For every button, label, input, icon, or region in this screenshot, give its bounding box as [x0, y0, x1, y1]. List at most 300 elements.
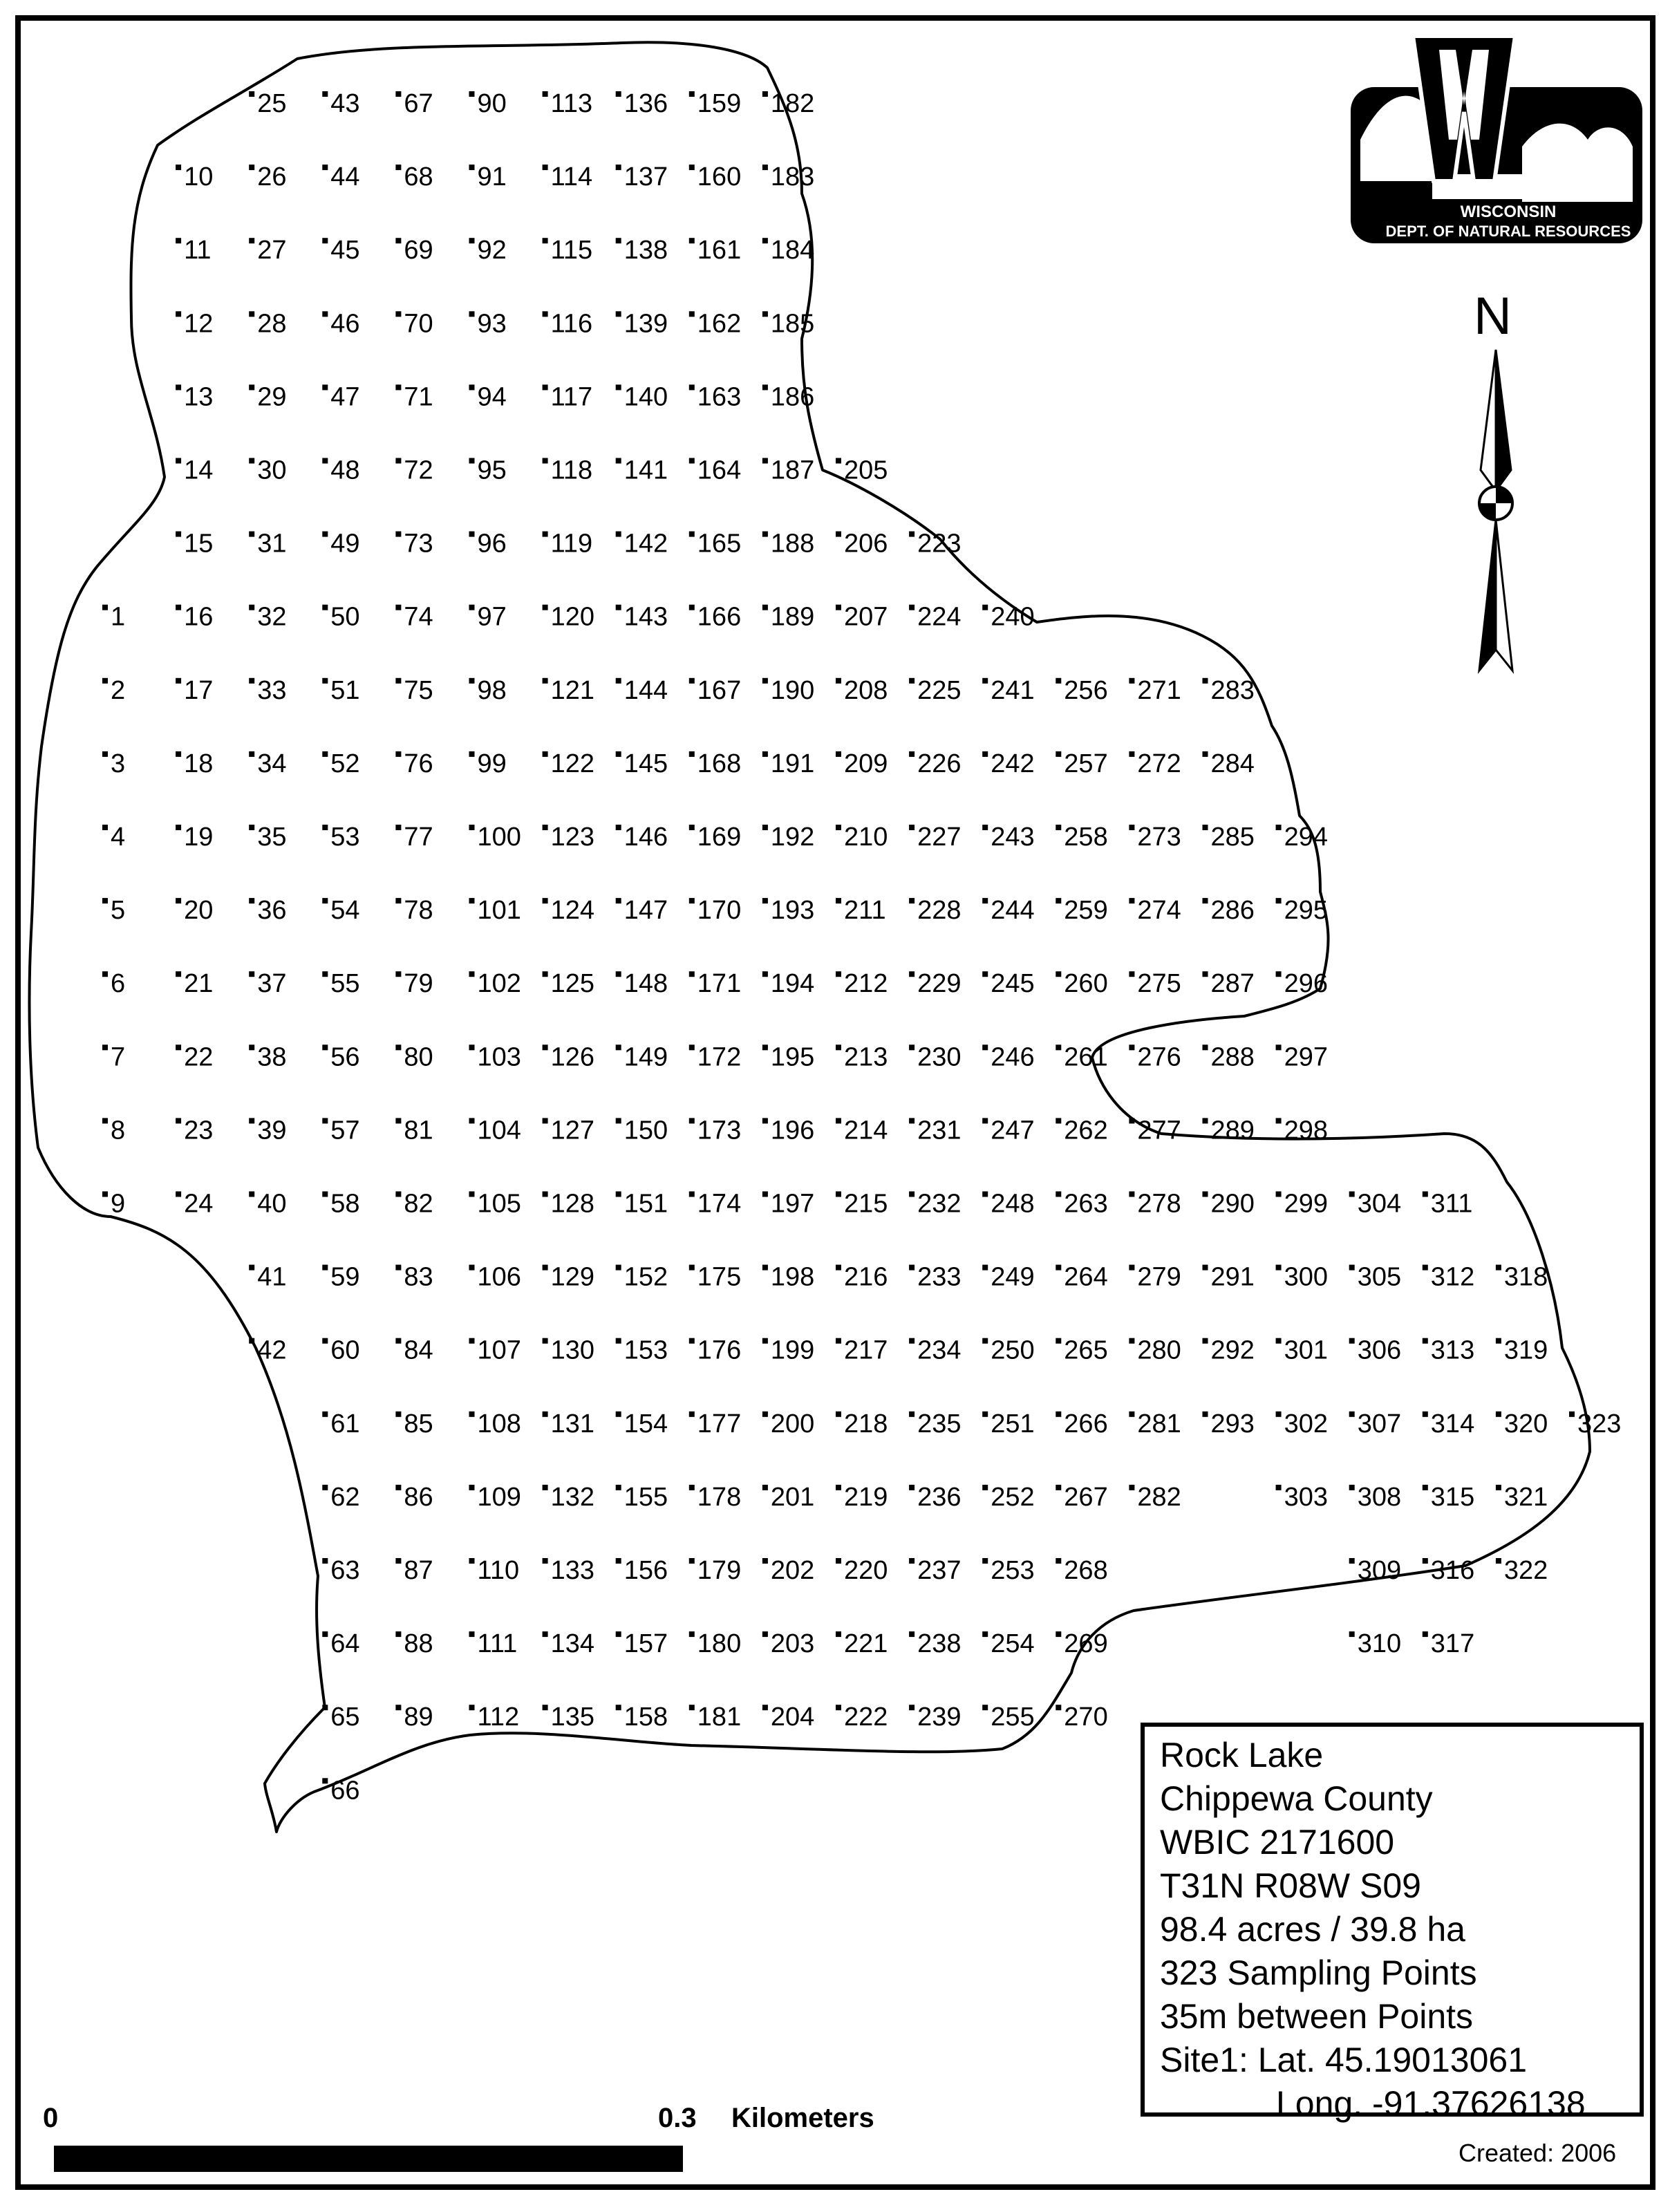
- sampling-point-marker: [616, 1118, 621, 1123]
- sampling-point-label: 136: [623, 89, 668, 118]
- sampling-point-label: 39: [257, 1116, 287, 1145]
- sampling-point-label: 38: [257, 1042, 287, 1072]
- sampling-point-marker: [249, 458, 254, 464]
- sampling-point-label: 120: [550, 602, 595, 632]
- sampling-point-label: 119: [550, 529, 593, 559]
- sampling-point-marker: [616, 971, 621, 977]
- scale-zero-label: 0: [43, 2103, 59, 2133]
- sampling-point-label: 163: [697, 382, 742, 412]
- sampling-point-label: 43: [330, 89, 360, 118]
- sampling-point-label: 161: [697, 236, 742, 265]
- sampling-point-marker: [249, 311, 254, 317]
- sampling-point-marker: [689, 751, 695, 757]
- sampling-point-marker: [836, 1192, 841, 1197]
- sampling-point-marker: [836, 1118, 841, 1123]
- sampling-point-marker: [762, 1265, 768, 1271]
- sampling-point-marker: [102, 971, 108, 977]
- sampling-point-label: 181: [697, 1703, 742, 1732]
- sampling-point-marker: [249, 678, 254, 684]
- sampling-point-marker: [689, 1192, 695, 1197]
- sampling-point-marker: [1349, 1192, 1355, 1197]
- sampling-point-marker: [395, 91, 401, 97]
- sampling-point-label: 133: [550, 1556, 595, 1585]
- sampling-point-label: 67: [404, 89, 433, 118]
- sampling-point-marker: [836, 532, 841, 537]
- sampling-point-marker: [689, 384, 695, 390]
- sampling-point-marker: [543, 532, 548, 537]
- sampling-point-marker: [543, 311, 548, 317]
- sampling-point-label: 156: [623, 1556, 668, 1585]
- sampling-point-marker: [909, 1265, 914, 1271]
- sampling-point-marker: [176, 458, 181, 464]
- sampling-point-marker: [689, 1118, 695, 1123]
- sampling-point-marker: [1056, 1192, 1061, 1197]
- sampling-point-marker: [1129, 1192, 1134, 1197]
- sampling-point-label: 221: [844, 1629, 888, 1659]
- sampling-point-label: 267: [1064, 1482, 1108, 1512]
- sampling-point-label: 283: [1210, 675, 1255, 705]
- sampling-point-label: 11: [184, 236, 212, 265]
- sampling-point-marker: [1056, 898, 1061, 903]
- sampling-point-label: 305: [1357, 1262, 1402, 1292]
- sampling-point-marker: [469, 1118, 475, 1123]
- sampling-point-marker: [982, 971, 988, 977]
- sampling-point-marker: [982, 605, 988, 610]
- sampling-point-label: 257: [1064, 749, 1108, 778]
- sampling-point-label: 198: [770, 1262, 815, 1292]
- sampling-point-marker: [1496, 1485, 1501, 1490]
- sampling-point-marker: [909, 1485, 914, 1490]
- sampling-point-marker: [249, 1265, 254, 1271]
- sampling-point-marker: [762, 1118, 768, 1123]
- sampling-point-marker: [469, 165, 475, 170]
- sampling-point-label: 316: [1430, 1556, 1475, 1585]
- sampling-point-label: 249: [991, 1262, 1035, 1292]
- sampling-point-label: 299: [1284, 1189, 1329, 1219]
- sampling-point-label: 268: [1064, 1556, 1108, 1585]
- sampling-point-marker: [322, 751, 328, 757]
- sampling-point-label: 252: [991, 1482, 1035, 1512]
- sampling-point-label: 102: [477, 969, 521, 999]
- sampling-point-marker: [543, 1265, 548, 1271]
- sampling-point-marker: [102, 898, 108, 903]
- sampling-point-label: 227: [917, 823, 962, 852]
- sampling-point-label: 118: [550, 456, 593, 485]
- sampling-point-marker: [469, 825, 475, 830]
- sampling-point-label: 296: [1284, 969, 1329, 999]
- sampling-point-marker: [909, 1412, 914, 1417]
- map-info-box: [1141, 1723, 1644, 2123]
- sampling-point-label: 245: [991, 969, 1035, 999]
- sampling-point-marker: [689, 1558, 695, 1564]
- sampling-point-label: 229: [917, 969, 962, 999]
- sampling-point-marker: [762, 458, 768, 464]
- sampling-point-marker: [836, 1044, 841, 1050]
- sampling-point-label: 258: [1064, 823, 1108, 852]
- sampling-point-label: 317: [1430, 1629, 1475, 1659]
- sampling-point-label: 224: [917, 602, 962, 632]
- sampling-point-label: 15: [184, 529, 214, 559]
- sampling-point-marker: [616, 384, 621, 390]
- sampling-point-marker: [322, 1558, 328, 1564]
- sampling-point-marker: [395, 678, 401, 684]
- sampling-point-marker: [909, 678, 914, 684]
- sampling-point-marker: [469, 458, 475, 464]
- sampling-point-label: 313: [1430, 1335, 1475, 1365]
- sampling-point-marker: [982, 1265, 988, 1271]
- sampling-point-label: 205: [844, 456, 888, 485]
- sampling-point-marker: [616, 1705, 621, 1710]
- sampling-point-marker: [322, 1192, 328, 1197]
- sampling-point-label: 40: [257, 1189, 287, 1219]
- scale-unit-label: Kilometers: [731, 2103, 874, 2133]
- sampling-point-label: 125: [550, 969, 595, 999]
- sampling-point-label: 195: [770, 1042, 815, 1072]
- sampling-point-label: 200: [770, 1409, 815, 1438]
- sampling-point-marker: [176, 605, 181, 610]
- sampling-point-marker: [543, 165, 548, 170]
- sampling-point-marker: [1129, 751, 1134, 757]
- sampling-point-label: 215: [844, 1189, 888, 1219]
- sampling-point-label: 244: [991, 896, 1035, 926]
- sampling-point-label: 164: [697, 456, 742, 485]
- sampling-point-marker: [909, 1705, 914, 1710]
- sampling-point-marker: [836, 898, 841, 903]
- sampling-point-label: 138: [623, 236, 668, 265]
- sampling-point-label: 105: [477, 1189, 521, 1219]
- sampling-point-label: 16: [184, 602, 214, 632]
- sampling-point-marker: [836, 1338, 841, 1344]
- sampling-point-label: 21: [184, 969, 214, 999]
- sampling-point-marker: [1276, 1192, 1282, 1197]
- sampling-point-marker: [322, 678, 328, 684]
- sampling-point-label: 52: [330, 749, 360, 778]
- sampling-point-label: 318: [1503, 1262, 1548, 1292]
- sampling-point-marker: [395, 1192, 401, 1197]
- sampling-point-label: 251: [991, 1409, 1035, 1438]
- sampling-point-label: 173: [697, 1116, 742, 1145]
- sampling-point-marker: [322, 605, 328, 610]
- sampling-point-marker: [249, 1044, 254, 1050]
- sampling-point-marker: [909, 532, 914, 537]
- sampling-point-marker: [982, 1118, 988, 1123]
- sampling-point-label: 274: [1137, 896, 1181, 926]
- sampling-point-marker: [395, 238, 401, 243]
- sampling-point-label: 220: [844, 1556, 888, 1585]
- sampling-point-label: 190: [770, 675, 815, 705]
- sampling-point-marker: [469, 1044, 475, 1050]
- sampling-point-label: 13: [184, 382, 214, 412]
- sampling-point-label: 60: [330, 1335, 360, 1365]
- sampling-point-label: 294: [1284, 823, 1329, 852]
- sampling-point-label: 301: [1284, 1335, 1329, 1365]
- sampling-point-marker: [616, 751, 621, 757]
- sampling-point-marker: [322, 1412, 328, 1417]
- sampling-point-label: 49: [330, 529, 360, 559]
- sampling-point-label: 112: [477, 1703, 520, 1732]
- sampling-point-label: 100: [477, 823, 521, 852]
- sampling-point-label: 106: [477, 1262, 521, 1292]
- sampling-point-label: 201: [770, 1482, 815, 1512]
- sampling-point-label: 232: [917, 1189, 962, 1219]
- sampling-point-marker: [249, 971, 254, 977]
- sampling-point-marker: [1496, 1265, 1501, 1271]
- sampling-point-marker: [249, 1118, 254, 1123]
- sampling-point-label: 84: [404, 1335, 433, 1365]
- sampling-point-label: 304: [1357, 1189, 1402, 1219]
- sampling-point-marker: [322, 1044, 328, 1050]
- sampling-point-label: 228: [917, 896, 962, 926]
- sampling-point-marker: [982, 1192, 988, 1197]
- sampling-point-label: 210: [844, 823, 888, 852]
- sampling-point-marker: [543, 458, 548, 464]
- sampling-point-label: 117: [550, 382, 593, 412]
- sampling-point-marker: [322, 532, 328, 537]
- sampling-point-label: 209: [844, 749, 888, 778]
- sampling-point-marker: [909, 751, 914, 757]
- sampling-point-label: 202: [770, 1556, 815, 1585]
- sampling-point-marker: [616, 311, 621, 317]
- sampling-point-marker: [322, 91, 328, 97]
- sampling-point-label: 114: [550, 162, 593, 192]
- sampling-point-marker: [836, 1412, 841, 1417]
- sampling-point-label: 303: [1284, 1482, 1329, 1512]
- sampling-point-label: 192: [770, 823, 815, 852]
- sampling-point-label: 231: [917, 1116, 962, 1145]
- sampling-point-marker: [689, 898, 695, 903]
- sampling-point-marker: [616, 1192, 621, 1197]
- sampling-point-marker: [616, 1265, 621, 1271]
- sampling-point-count: 323 Sampling Points: [1160, 1953, 1477, 1992]
- sampling-point-label: 65: [330, 1703, 360, 1732]
- sampling-point-label: 3: [111, 749, 126, 778]
- sampling-point-label: 79: [404, 969, 433, 999]
- sampling-point-marker: [1349, 1485, 1355, 1490]
- sampling-point-label: 124: [550, 896, 595, 926]
- sampling-point-marker: [322, 311, 328, 317]
- sampling-point-marker: [762, 311, 768, 317]
- sampling-point-marker: [616, 1485, 621, 1490]
- sampling-point-label: 248: [991, 1189, 1035, 1219]
- sampling-point-label: 23: [184, 1116, 214, 1145]
- sampling-point-label: 108: [477, 1409, 521, 1438]
- sampling-point-label: 88: [404, 1629, 433, 1659]
- sampling-point-label: 178: [697, 1482, 742, 1512]
- sampling-point-marker: [689, 1631, 695, 1637]
- sampling-point-label: 142: [623, 529, 668, 559]
- sampling-point-label: 104: [477, 1116, 521, 1145]
- sampling-point-marker: [322, 165, 328, 170]
- sampling-point-marker: [1203, 898, 1208, 903]
- sampling-point-marker: [543, 1118, 548, 1123]
- sampling-point-marker: [543, 605, 548, 610]
- sampling-point-label: 239: [917, 1703, 962, 1732]
- sampling-point-marker: [469, 1338, 475, 1344]
- sampling-point-label: 253: [991, 1556, 1035, 1585]
- sampling-point-label: 203: [770, 1629, 815, 1659]
- sampling-point-marker: [395, 1705, 401, 1710]
- sampling-point-label: 295: [1284, 896, 1329, 926]
- sampling-point-label: 149: [623, 1042, 668, 1072]
- sampling-point-marker: [395, 458, 401, 464]
- sampling-point-label: 53: [330, 823, 360, 852]
- sampling-point-label: 56: [330, 1042, 360, 1072]
- sampling-point-label: 282: [1137, 1482, 1181, 1512]
- sampling-point-marker: [395, 605, 401, 610]
- sampling-point-label: 95: [477, 456, 507, 485]
- logo-wisconsin: WISCONSIN: [1460, 203, 1557, 221]
- sampling-point-label: 199: [770, 1335, 815, 1365]
- sampling-point-marker: [1276, 898, 1282, 903]
- sampling-point-marker: [395, 971, 401, 977]
- sampling-point-marker: [762, 825, 768, 830]
- sampling-point-marker: [176, 971, 181, 977]
- sampling-point-label: 70: [404, 309, 433, 339]
- sampling-point-marker: [836, 1558, 841, 1564]
- sampling-point-marker: [469, 1558, 475, 1564]
- sampling-point-marker: [836, 751, 841, 757]
- sampling-point-label: 273: [1137, 823, 1181, 852]
- sampling-point-marker: [249, 605, 254, 610]
- sampling-point-label: 44: [330, 162, 360, 192]
- sampling-point-marker: [469, 1485, 475, 1490]
- sampling-point-label: 263: [1064, 1189, 1108, 1219]
- sampling-point-label: 46: [330, 309, 360, 339]
- sampling-point-label: 297: [1284, 1042, 1329, 1072]
- sampling-point-marker: [395, 311, 401, 317]
- sampling-point-label: 145: [623, 749, 668, 778]
- sampling-point-marker: [689, 532, 695, 537]
- sampling-point-label: 322: [1503, 1556, 1548, 1585]
- scale-bar: [54, 2146, 683, 2172]
- sampling-point-label: 186: [770, 382, 815, 412]
- sampling-point-marker: [469, 751, 475, 757]
- sampling-point-label: 35: [257, 823, 287, 852]
- sampling-point-marker: [469, 678, 475, 684]
- sampling-point-marker: [909, 1118, 914, 1123]
- sampling-point-marker: [469, 1631, 475, 1637]
- sampling-point-marker: [762, 1485, 768, 1490]
- sampling-point-label: 157: [623, 1629, 668, 1659]
- sampling-point-marker: [982, 1338, 988, 1344]
- sampling-point-marker: [689, 1338, 695, 1344]
- sampling-point-label: 152: [623, 1262, 668, 1292]
- sampling-point-marker: [909, 1044, 914, 1050]
- sampling-point-label: 191: [770, 749, 815, 778]
- sampling-point-label: 235: [917, 1409, 962, 1438]
- sampling-point-marker: [1569, 1412, 1575, 1417]
- sampling-point-label: 74: [404, 602, 433, 632]
- sampling-point-marker: [1203, 825, 1208, 830]
- sampling-point-marker: [322, 825, 328, 830]
- sampling-point-marker: [249, 1338, 254, 1344]
- sampling-point-label: 76: [404, 749, 433, 778]
- sampling-point-marker: [689, 605, 695, 610]
- sampling-point-marker: [762, 1192, 768, 1197]
- sampling-point-marker: [469, 1705, 475, 1710]
- sampling-point-marker: [616, 1631, 621, 1637]
- sampling-point-marker: [395, 532, 401, 537]
- sampling-point-marker: [1056, 1044, 1061, 1050]
- sampling-point-label: 298: [1284, 1116, 1329, 1145]
- sampling-point-marker: [836, 678, 841, 684]
- sampling-point-marker: [1423, 1631, 1428, 1637]
- sampling-point-marker: [322, 898, 328, 903]
- sampling-point-label: 276: [1137, 1042, 1181, 1072]
- sampling-point-label: 51: [330, 675, 360, 705]
- sampling-point-marker: [689, 165, 695, 170]
- sampling-point-marker: [176, 898, 181, 903]
- sampling-point-marker: [1349, 1265, 1355, 1271]
- sampling-point-label: 24: [184, 1189, 214, 1219]
- sampling-point-label: 218: [844, 1409, 888, 1438]
- sampling-point-label: 144: [623, 675, 668, 705]
- sampling-point-marker: [836, 1631, 841, 1637]
- sampling-point-label: 97: [477, 602, 507, 632]
- sampling-point-marker: [982, 678, 988, 684]
- sampling-point-label: 87: [404, 1556, 433, 1585]
- sampling-point-marker: [1056, 1412, 1061, 1417]
- sampling-point-label: 314: [1430, 1409, 1475, 1438]
- sampling-point-marker: [469, 532, 475, 537]
- sampling-point-label: 293: [1210, 1409, 1255, 1438]
- sampling-point-label: 260: [1064, 969, 1108, 999]
- sampling-point-label: 12: [184, 309, 214, 339]
- sampling-point-marker: [1056, 1558, 1061, 1564]
- lake-area: 98.4 acres / 39.8 ha: [1160, 1910, 1465, 1949]
- sampling-point-label: 236: [917, 1482, 962, 1512]
- sampling-point-label: 91: [477, 162, 507, 192]
- sampling-point-marker: [616, 1558, 621, 1564]
- sampling-point-label: 93: [477, 309, 507, 339]
- sampling-point-label: 116: [550, 309, 593, 339]
- sampling-point-marker: [543, 238, 548, 243]
- lake-name: Rock Lake: [1160, 1736, 1324, 1774]
- sampling-point-label: 33: [257, 675, 287, 705]
- sampling-point-marker: [176, 165, 181, 170]
- sampling-point-marker: [395, 1118, 401, 1123]
- sampling-point-label: 1: [111, 602, 126, 632]
- sampling-point-label: 171: [697, 969, 742, 999]
- sampling-point-marker: [1129, 1118, 1134, 1123]
- sampling-point-marker: [102, 678, 108, 684]
- sampling-point-label: 311: [1430, 1189, 1473, 1219]
- sampling-point-marker: [909, 605, 914, 610]
- sampling-point-label: 68: [404, 162, 433, 192]
- sampling-point-label: 184: [770, 236, 815, 265]
- sampling-point-marker: [1129, 678, 1134, 684]
- sampling-point-label: 9: [111, 1189, 126, 1219]
- sampling-point-label: 121: [550, 675, 595, 705]
- sampling-point-marker: [616, 1412, 621, 1417]
- sampling-point-label: 281: [1137, 1409, 1181, 1438]
- sampling-point-label: 270: [1064, 1703, 1108, 1732]
- sampling-point-marker: [102, 605, 108, 610]
- sampling-point-label: 216: [844, 1262, 888, 1292]
- sampling-point-marker: [543, 1485, 548, 1490]
- sampling-point-marker: [1203, 1192, 1208, 1197]
- sampling-point-label: 54: [330, 896, 360, 926]
- sampling-point-label: 250: [991, 1335, 1035, 1365]
- sampling-point-label: 62: [330, 1482, 360, 1512]
- sampling-point-label: 211: [844, 896, 886, 926]
- sampling-point-label: 113: [550, 89, 593, 118]
- sampling-point-label: 196: [770, 1116, 815, 1145]
- sampling-point-marker: [249, 384, 254, 390]
- sampling-point-label: 25: [257, 89, 287, 118]
- sampling-point-label: 50: [330, 602, 360, 632]
- sampling-point-label: 140: [623, 382, 668, 412]
